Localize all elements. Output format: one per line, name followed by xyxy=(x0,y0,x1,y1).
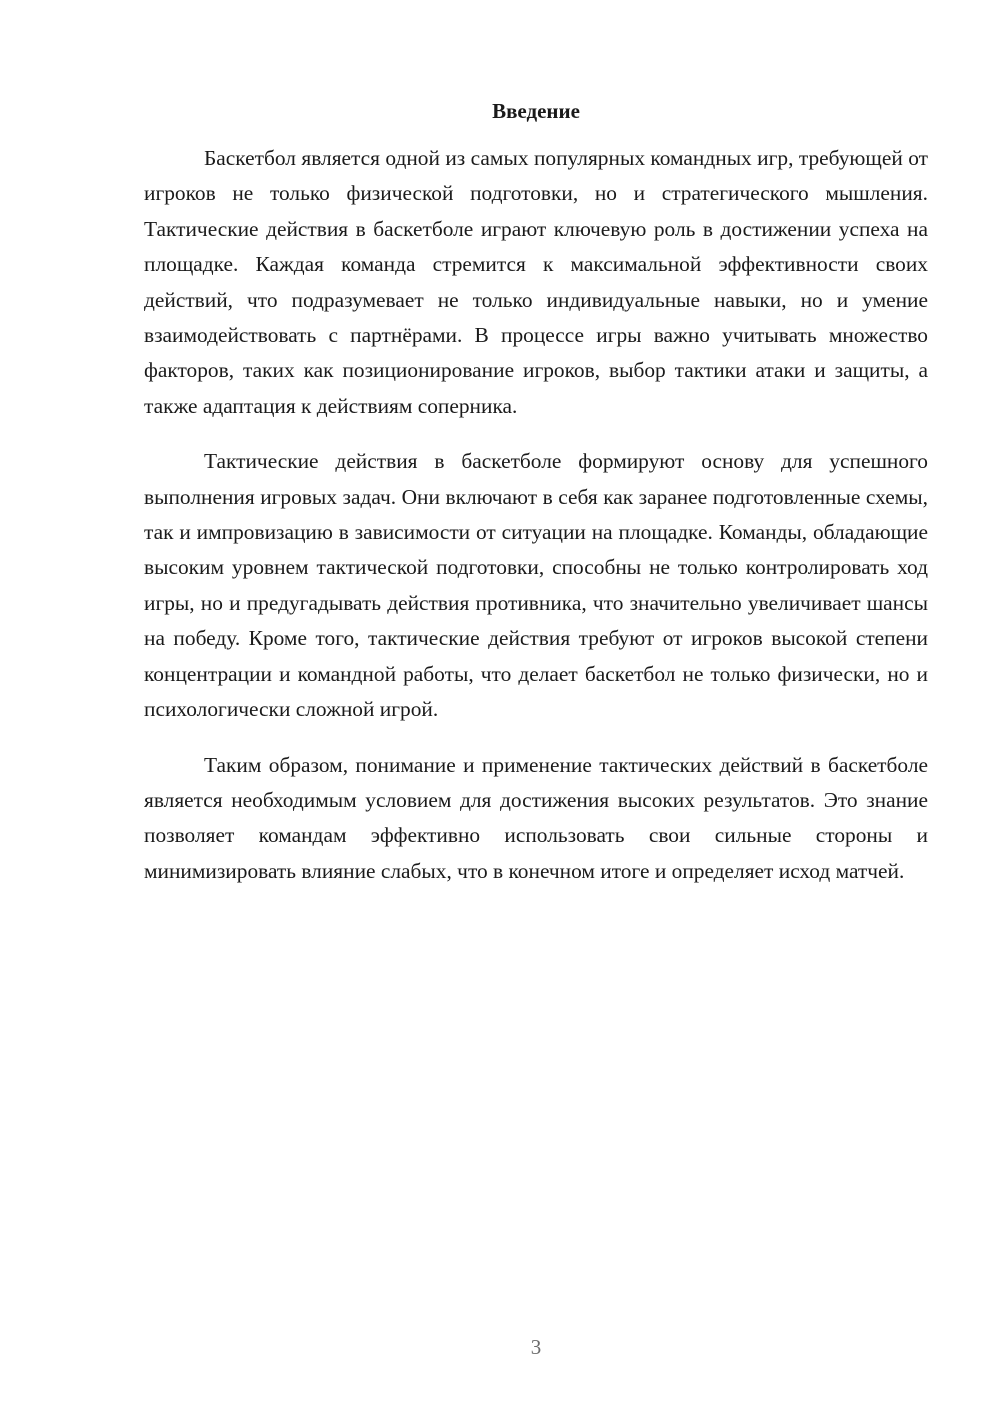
page-content xyxy=(144,96,928,909)
section-title: Введение xyxy=(492,99,580,123)
paragraph-2: Тактические действия в баскетболе формируют основу для успешного выполнения игровых задач. Они включают в себя как заранее подготовленные схемы, так и импровизацию в зависимости от ситуации на площадке. Команды, обладающие высоким уровнем тактической подготовки, способны не только контролировать ход игры, но и предугадывать действия противника, что значительно увеличивает шансы на победу. Кроме того, тактические действия требуют от игроков высокой степени концентрации и командной работы, что делает баскетбол не только физически, но и психологически сложной игрой. xyxy=(144,449,928,722)
paragraph-1: Баскетбол является одной из самых популярных командных игр, требующей от игроков не только физической подготовки, но и стратегического мышления. Тактические действия в баскетболе играют ключевую роль в достижении успеха на площадке. Каждая команда стремится к максимальной эффективности своих действий, что подразумевает не только индивидуальные навыки, но и умение взаимодействовать с партнёрами. В процессе игры важно учитывать множество факторов, таких как позиционирование игроков, выбор тактики атаки и защиты, а также адаптация к действиям соперника. xyxy=(144,146,928,418)
page-number: 3 xyxy=(530,1335,542,1359)
paragraph-3: Таким образом, понимание и применение тактических действий в баскетболе является необходимым условием для достижения высоких результатов. Это знание позволяет командам эффективно использовать свои сильные стороны и минимизировать влияние слабых, что в конечном итоге и определяет исход матчей. xyxy=(144,752,928,883)
